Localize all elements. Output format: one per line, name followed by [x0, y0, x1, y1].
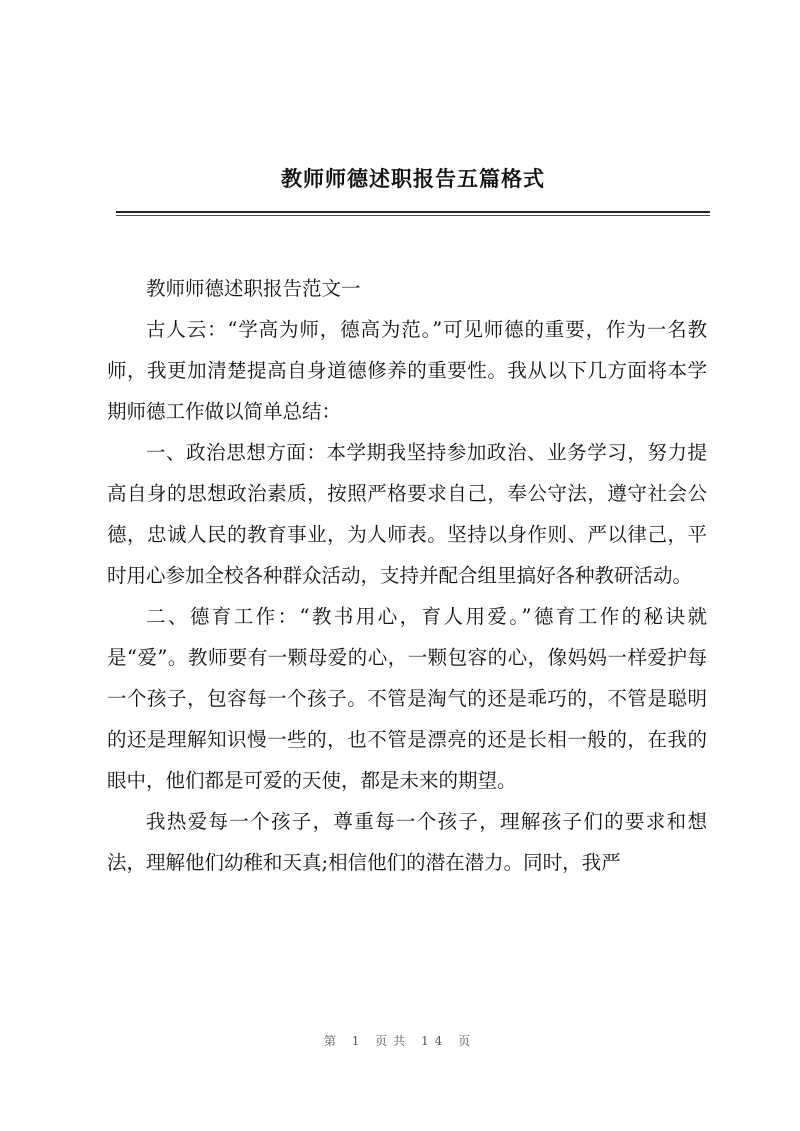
section-heading: 教师师德述职报告范文一 — [146, 277, 361, 300]
paragraph-moral-education: 二、德育工作：“教书用心，育人用爱。”德育工作的秘诀就是“爱”。教师要有一颗母爱的心，一颗包容的心，像妈妈一样爱护每一个孩子，包容每一个孩子。不管是淘气的还是乖巧的，不管是聪明的还是理解知识慢一些的，也不管是漂亮的还是长相一般的，在我的眼中，他们都是可爱的天使，都是未来的期望。 — [107, 605, 707, 792]
title-divider — [116, 211, 710, 213]
footer-prefix: 第 — [323, 1034, 342, 1048]
document-body — [107, 268, 707, 883]
title-divider-thin — [116, 215, 710, 216]
paragraph-political: 一、政治思想方面：本学期我坚持参加政治、业务学习，努力提高自身的思想政治素质，按照严格要求自己，奉公守法，遵守社会公德，忠诚人民的教育事业，为人师表。坚持以身作则、严以律己，平时用心参加全校各种群众活动，支持并配合组里搞好各种教研活动。 — [107, 441, 707, 587]
page-footer — [0, 1032, 800, 1049]
paragraph-intro: 古人云：“学高为师，德高为范。”可见师德的重要，作为一名教师，我更加清楚提高自身道德修养的重要性。我从以下几方面将本学期师德工作做以简单总结： — [107, 318, 707, 423]
document-title: 教师师德述职报告五篇格式 — [281, 166, 545, 191]
footer-page-number: 1 — [351, 1034, 366, 1048]
footer-mid: 页共 — [375, 1034, 412, 1048]
footer-suffix: 页 — [458, 1034, 477, 1048]
paragraph-love-children: 我热爱每一个孩子，尊重每一个孩子，理解孩子们的要求和想法，理解他们幼稚和天真;相信他们的潜在潜力。同时，我严 — [107, 810, 707, 874]
footer-total-pages: 14 — [421, 1034, 449, 1048]
